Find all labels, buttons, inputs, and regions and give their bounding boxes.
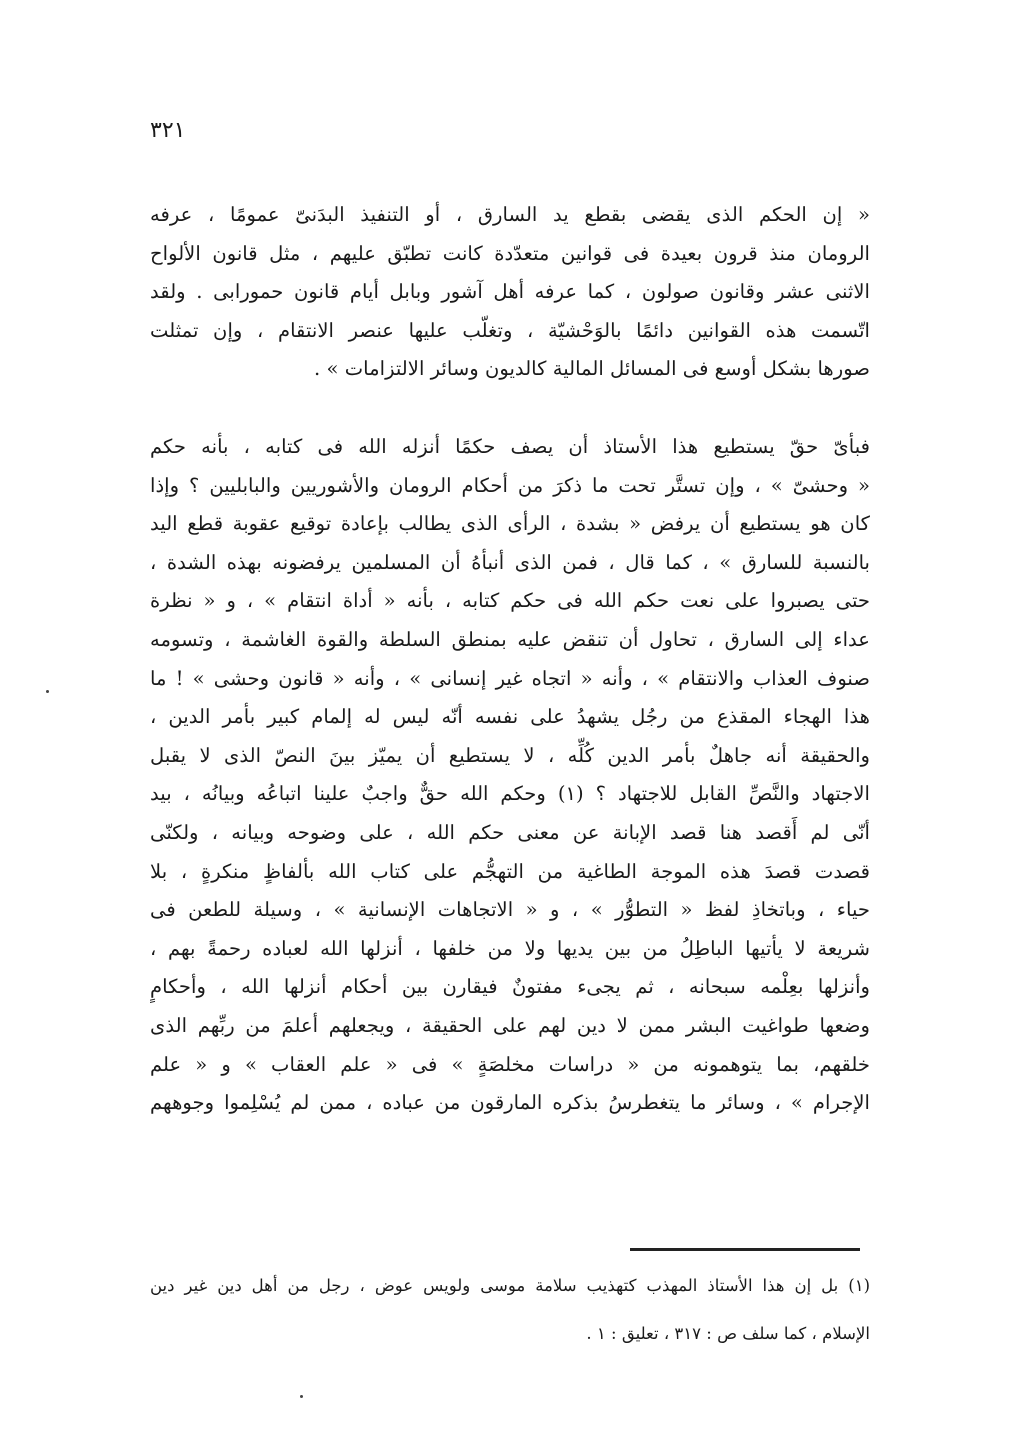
text-line: وأنزلها بعِلْمه سبحانه ، ثم يجىء مفتونٌ فيقارن بين أحكام أنزلها الله ، وأحكامٍ xyxy=(150,975,870,999)
text-line: وضعها طواغيت البشر ممن لا دين لهم على الحقيقة ، ويجعلهم أعلمَ من ربِّهم الذى xyxy=(150,1013,870,1037)
text-line: فبأىّ حقّ يستطيع هذا الأستاذ أن يصف حكمًا أنزله الله فى كتابه ، بأنه حكم xyxy=(150,435,870,458)
text-line: اتّسمت هذه القوانين دائمًا بالوَحْشيّة ، وتغلّب عليها عنصر الانتقام ، وإن تمثلت xyxy=(150,318,870,342)
text-line: أنّى لم أَقصد هنا قصد الإبانة عن معنى حكم الله ، على وضوحه وبيانه ، ولكنّى xyxy=(150,820,870,844)
text-line: الاجتهاد والنَّصِّ القابل للاجتهاد ؟ (١) وحكم الله حقٌّ واجبٌ علينا اتباعُه وبيانُه ، بيد xyxy=(150,782,870,806)
scan-speck xyxy=(46,690,49,693)
text-line: والحقيقة أنه جاهلٌ بأمر الدين كُلِّه ، لا يستطيع أن يميّز بينَ النصّ الذى لا يقبل xyxy=(150,743,870,767)
text-line: الاثنى عشر وقانون صولون ، كما عرفه أهل آشور وبابل أيام قانون حمورابى . ولقد xyxy=(150,280,870,304)
footnote-line: الإسلام ، كما سلف ص : ٣١٧ ، تعليق : ١ . xyxy=(586,1324,870,1343)
main-paragraph xyxy=(150,428,870,1123)
text-line: كان هو يستطيع أن يرفض « بشدة ، الرأى الذى يطالب بإعادة توقيع عقوبة قطع اليد xyxy=(150,512,870,536)
text-line: عداء إلى السارق ، تحاول أن تنقض عليه بمنطق السلطة والقوة الغاشمة ، وتسومه xyxy=(150,627,870,651)
text-line: هذا الهجاء المقذع من رجُل يشهدُ على نفسه أنّه ليس له إلمام كبير بأمر الدين ، xyxy=(150,705,870,729)
text-line: صورها بشكل أوسع فى المسائل المالية كالديون وسائر الالتزامات » . xyxy=(314,357,870,381)
text-line: قصدت قصدَ هذه الموجة الطاغية من التهجُّم على كتاب الله بألفاظٍ منكرةٍ ، بلا xyxy=(150,859,870,883)
text-line: « إن الحكم الذى يقضى بقطع يد السارق ، أو التنفيذ البدَنىّ عمومًا ، عرفه xyxy=(150,203,870,226)
text-line: صنوف العذاب والانتقام » ، وأنه « اتجاه غير إنسانى » ، وأنه « قانون وحشى » ! ما xyxy=(150,666,870,690)
text-line: الإجرام » ، وسائر ما يتغطرسُ بذكره المارقون من عباده ، ممن لم يُسْلِموا وجوههم xyxy=(150,1091,870,1115)
footnote-divider xyxy=(630,1248,860,1251)
text-line: الرومان منذ قرون بعيدة فى قوانين متعدّدة كانت تطبّق عليهم ، مثل قانون الألواح xyxy=(150,241,870,265)
text-line: حياء ، وباتخاذِ لفظ « التطوُّر » ، و « الاتجاهات الإنسانية » ، وسيلة للطعن فى xyxy=(150,898,870,922)
footnote-line: (١) بل إن هذا الأستاذ المهذب كتهذيب سلامة موسى ولويس عوض ، رجل من أهل دين غير دين xyxy=(150,1276,870,1295)
text-line: بالنسبة للسارق » ، كما قال ، فمن الذى أنبأهُ أن المسلمين يرفضونه بهذه الشدة ، xyxy=(150,550,870,574)
scan-speck xyxy=(300,1395,303,1398)
text-line: شريعة لا يأتيها الباطِلُ من بين يديها ولا من خلفها ، أنزلها الله لعباده رحمةً بهم ، xyxy=(150,936,870,960)
quoted-paragraph xyxy=(150,196,870,389)
text-line: حتى يصبروا على نعت حكم الله فى حكم كتابه ، بأنه « أداة انتقام » ، و « نظرة xyxy=(150,589,870,613)
text-line: خلقهم، بما يتوهمونه من « دراسات مخلصَةٍ » فى « علم العقاب » و « علم xyxy=(150,1052,870,1076)
footnote xyxy=(150,1262,870,1358)
text-line: « وحشىّ » ، وإن تستَّر تحت ما ذكرَ من أحكام الرومان والأشوريين والبابليين ؟ وإذا xyxy=(150,473,870,497)
page-number: ٣٢١ xyxy=(150,118,186,143)
